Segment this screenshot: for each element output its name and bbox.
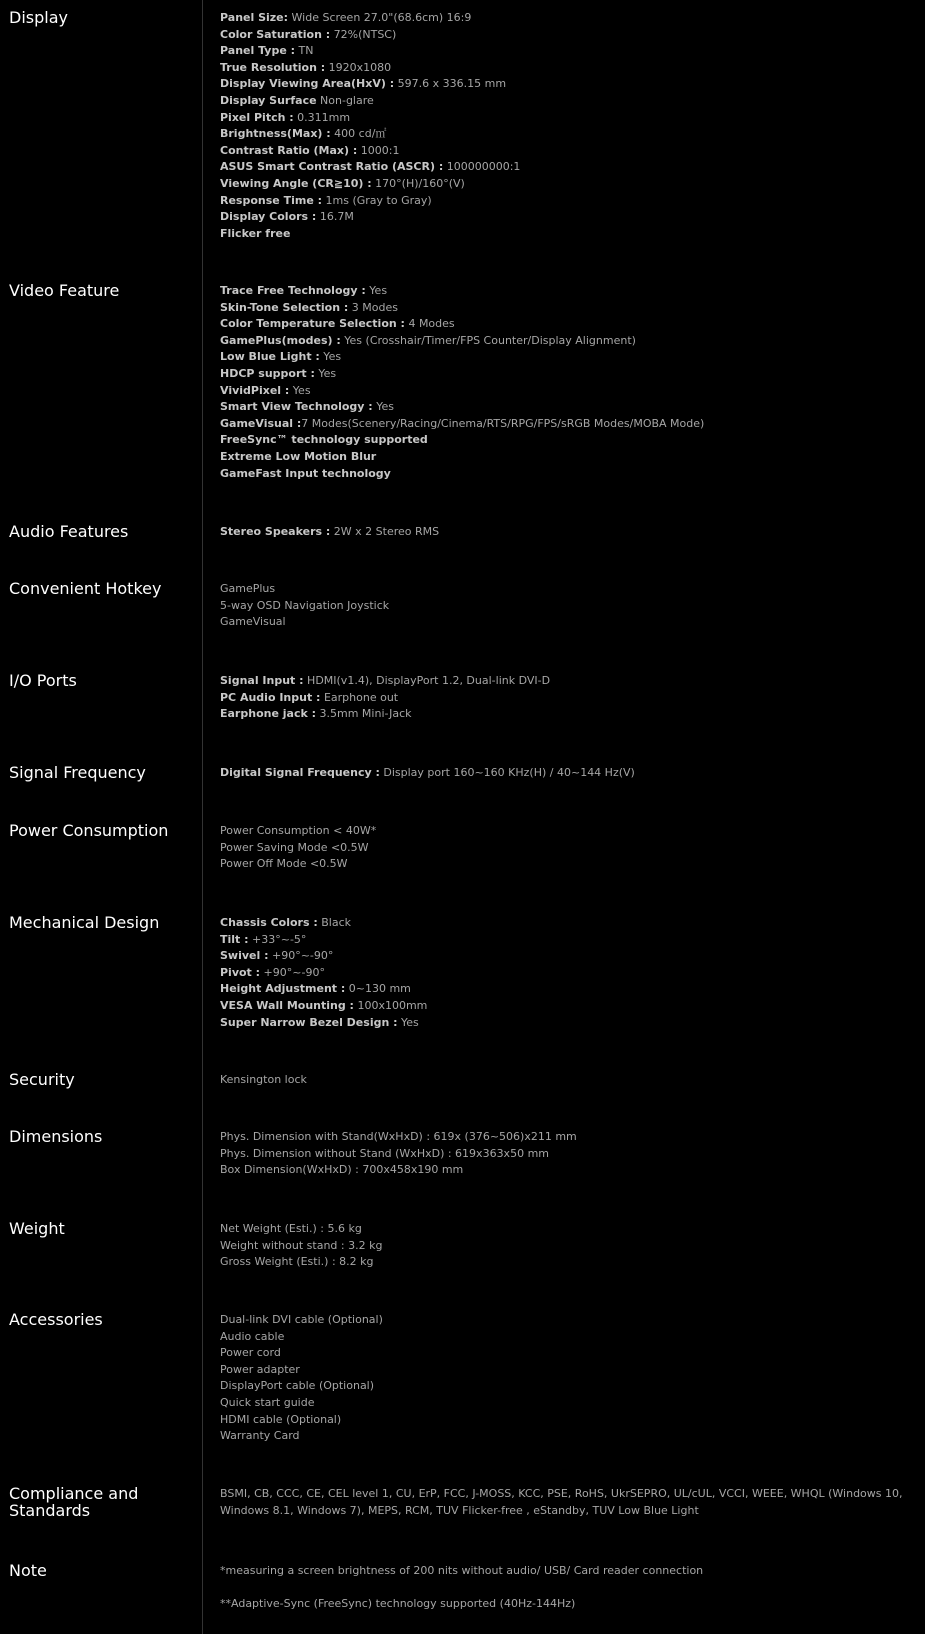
spec-line <box>220 416 910 433</box>
spec-value: 16.7M <box>316 210 354 224</box>
spec-value: 597.6 x 336.15 mm <box>394 77 507 91</box>
section-content-video-feature <box>220 283 910 482</box>
section-label-weight: Weight <box>9 1219 65 1238</box>
spec-value: Power Saving Mode <0.5W <box>220 840 369 854</box>
spec-line <box>220 316 910 333</box>
spec-key: Panel Type : <box>220 44 296 58</box>
spec-key: Digital Signal Frequency : <box>220 766 380 779</box>
section-content-weight <box>220 1221 910 1271</box>
spec-line <box>220 1329 910 1346</box>
spec-line <box>220 981 910 998</box>
spec-value: Net Weight (Esti.) : 5.6 kg <box>220 1222 362 1235</box>
spec-value: Yes <box>314 366 337 380</box>
section-label-dimensions: Dimensions <box>9 1127 103 1146</box>
spec-value: 100000000:1 <box>443 160 521 174</box>
spec-value: Warranty Card <box>220 1429 300 1443</box>
spec-key: Earphone jack : <box>220 707 317 721</box>
spec-line <box>220 998 910 1015</box>
spec-line <box>220 159 910 176</box>
section-label-convenient-hotkey: Convenient Hotkey <box>9 579 162 598</box>
spec-line <box>220 948 910 965</box>
spec-line <box>220 333 910 350</box>
spec-key: Low Blue Light : <box>220 350 320 364</box>
spec-value: *measuring a screen brightness of 200 nits without audio/ USB/ Card reader connection <box>220 1564 704 1577</box>
section-label-compliance-and-standards: Compliance and Standards <box>9 1484 139 1520</box>
spec-line <box>220 43 910 60</box>
spec-line <box>220 1254 910 1271</box>
spec-value: Dual-link DVI cable (Optional) <box>220 1313 383 1326</box>
section-label-signal-frequency: Signal Frequency <box>9 763 146 782</box>
spec-line <box>220 915 910 932</box>
spec-line <box>220 1596 910 1613</box>
column-divider <box>202 0 203 1634</box>
spec-value: Phys. Dimension without Stand (WxHxD) : 619x363x50 mm <box>220 1146 549 1160</box>
spec-value: 3.5mm Mini-Jack <box>316 707 412 721</box>
spec-line <box>220 209 910 226</box>
spec-key: Signal Input : <box>220 674 304 687</box>
spec-value: TN <box>295 44 314 58</box>
spec-key: Smart View Technology : <box>220 400 373 414</box>
spec-line <box>220 27 910 44</box>
spec-key: Contrast Ratio (Max) : <box>220 143 358 157</box>
spec-line <box>220 60 910 77</box>
spec-line <box>220 176 910 193</box>
spec-value: 170°(H)/160°(V) <box>371 176 465 190</box>
section-content-mechanical-design <box>220 915 910 1031</box>
spec-value: Yes <box>397 1015 419 1029</box>
spec-line <box>220 524 910 541</box>
spec-line <box>220 1486 910 1519</box>
spec-key: Display Surface <box>220 93 317 107</box>
spec-value: +33°~-5° <box>248 932 307 946</box>
spec-value: 100x100mm <box>353 998 428 1012</box>
spec-value: 1000:1 <box>357 143 400 157</box>
spec-value: Display port 160~160 KHz(H) / 40~144 Hz(V) <box>379 766 635 779</box>
spec-line <box>220 300 910 317</box>
spec-value: Yes <box>289 383 311 397</box>
spec-key: Super Narrow Bezel Design : <box>220 1015 398 1029</box>
spec-key: Viewing Angle (CR≧10) : <box>220 176 372 190</box>
spec-value: **Adaptive-Sync (FreeSync) technology supported (40Hz-144Hz) <box>220 1597 576 1611</box>
spec-key: Height Adjustment : <box>220 982 346 996</box>
section-label-audio-features: Audio Features <box>9 522 129 541</box>
spec-value: 1920x1080 <box>325 60 392 74</box>
spec-line <box>220 1362 910 1379</box>
spec-value: 3 Modes <box>348 300 398 314</box>
spec-line <box>220 76 910 93</box>
spec-line <box>220 110 910 127</box>
spec-line <box>220 366 910 383</box>
spec-key: PC Audio Input : <box>220 690 321 704</box>
spec-key: Color Temperature Selection : <box>220 317 405 331</box>
spec-key: Pixel Pitch : <box>220 110 294 124</box>
spec-value: Non-glare <box>316 93 374 107</box>
spec-key: HDCP support : <box>220 366 315 380</box>
spec-value: +90°~-90° <box>260 965 325 979</box>
spec-key: Panel Size: <box>220 11 289 24</box>
spec-value: 0~130 mm <box>345 982 411 996</box>
spec-value: Kensington lock <box>220 1073 307 1086</box>
spec-line <box>220 1146 910 1163</box>
spec-line <box>220 1129 910 1146</box>
spec-value: Earphone out <box>320 690 399 704</box>
spec-line <box>220 823 910 840</box>
spec-key: GameVisual : <box>220 416 302 430</box>
section-content-power-consumption <box>220 823 910 873</box>
spec-value: DisplayPort cable (Optional) <box>220 1379 375 1393</box>
spec-key: Pivot : <box>220 965 261 979</box>
section-content-audio-features <box>220 524 910 541</box>
spec-key: True Resolution : <box>220 60 326 74</box>
spec-value: Power adapter <box>220 1362 300 1376</box>
spec-line <box>220 856 910 873</box>
spec-key: Stereo Speakers : <box>220 525 331 538</box>
spec-line <box>220 283 910 300</box>
spec-value: Black <box>317 916 351 929</box>
spec-value: 0.311mm <box>293 110 351 124</box>
section-label-io-ports: I/O Ports <box>9 671 77 690</box>
spec-line <box>220 226 910 243</box>
spec-key: VESA Wall Mounting : <box>220 998 354 1012</box>
section-content-signal-frequency <box>220 765 910 782</box>
spec-line <box>220 466 910 483</box>
section-label-mechanical-design: Mechanical Design <box>9 913 160 932</box>
spec-value: Audio cable <box>220 1329 285 1343</box>
spec-line <box>220 581 910 598</box>
spec-line <box>220 706 910 723</box>
spec-value: 72%(NTSC) <box>330 27 397 41</box>
spec-value: 2W x 2 Stereo RMS <box>330 525 440 538</box>
spec-value: Gross Weight (Esti.) : 8.2 kg <box>220 1255 374 1269</box>
spec-value: Yes <box>365 284 388 297</box>
spec-value: Phys. Dimension with Stand(WxHxD) : 619x (376~506)x211 mm <box>220 1130 577 1143</box>
spec-key: GameFast Input technology <box>220 466 391 480</box>
spec-line <box>220 1428 910 1445</box>
spec-line <box>220 1238 910 1255</box>
section-label-power-consumption: Power Consumption <box>9 821 169 840</box>
spec-line <box>220 143 910 160</box>
spec-value: 400 cd/㎡ <box>330 127 387 141</box>
section-label-video-feature: Video Feature <box>9 281 120 300</box>
spec-line <box>220 598 910 615</box>
section-content-display <box>220 10 910 242</box>
spec-line <box>220 193 910 210</box>
spec-value: Yes <box>319 350 342 364</box>
spec-line <box>220 765 910 782</box>
spec-line <box>220 383 910 400</box>
spec-line <box>220 399 910 416</box>
spec-key: Chassis Colors : <box>220 916 318 929</box>
spec-value: Yes <box>372 400 394 414</box>
spec-line <box>220 1395 910 1412</box>
spec-key: Flicker free <box>220 226 291 240</box>
spec-key: VividPixel : <box>220 383 290 397</box>
spec-line <box>220 1221 910 1238</box>
spec-value: GameVisual <box>220 615 286 629</box>
spec-value: Power cord <box>220 1346 281 1360</box>
section-label-accessories: Accessories <box>9 1310 103 1329</box>
spec-line <box>220 126 910 143</box>
spec-line <box>220 349 910 366</box>
spec-line <box>220 1312 910 1329</box>
spec-value: HDMI(v1.4), DisplayPort 1.2, Dual-link DVI-D <box>303 674 551 687</box>
section-label-display: Display <box>9 8 68 27</box>
spec-line <box>220 673 910 690</box>
section-content-security <box>220 1072 910 1089</box>
spec-key: Response Time : <box>220 193 323 207</box>
spec-line <box>220 932 910 949</box>
spec-key: FreeSync™ technology supported <box>220 433 428 447</box>
section-content-compliance-and-standards <box>220 1486 910 1519</box>
spec-line <box>220 1072 910 1089</box>
spec-key: Tilt : <box>220 932 249 946</box>
spec-line <box>220 690 910 707</box>
spec-key: Brightness(Max) : <box>220 127 331 141</box>
spec-value: +90°~-90° <box>268 949 334 963</box>
spec-value: HDMI cable (Optional) <box>220 1412 342 1426</box>
spec-key: Display Colors : <box>220 210 317 224</box>
spec-value: GamePlus <box>220 582 276 595</box>
spec-value: Quick start guide <box>220 1395 315 1409</box>
spec-value: Wide Screen 27.0"(68.6cm) 16:9 <box>288 11 472 24</box>
spec-value: Box Dimension(WxHxD) : 700x458x190 mm <box>220 1163 464 1177</box>
spec-value: 4 Modes <box>404 317 455 331</box>
spec-value: BSMI, CB, CCC, CE, CEL level 1, CU, ErP, FCC, J-MOSS, KCC, PSE, RoHS, UkrSEPRO, UL/cUL, VCCI, WEEE, WHQL (Windows 10, Windows 8.1, Windows 7), MEPS, RCM, TUV Flicker-free , eStandby, TUV Low Blue Light <box>220 1487 903 1517</box>
spec-key: GamePlus(modes) : <box>220 333 341 347</box>
spec-value: Yes (Crosshair/Timer/FPS Counter/Display Alignment) <box>340 333 636 347</box>
section-content-convenient-hotkey <box>220 581 910 631</box>
spec-key: Swivel : <box>220 949 269 963</box>
spec-line <box>220 93 910 110</box>
spec-line <box>220 1345 910 1362</box>
line-gap <box>220 1580 910 1597</box>
spec-value: Power Consumption < 40W* <box>220 824 377 837</box>
spec-value: 7 Modes(Scenery/Racing/Cinema/RTS/RPG/FPS/sRGB Modes/MOBA Mode) <box>301 416 705 430</box>
spec-value: Weight without stand : 3.2 kg <box>220 1238 383 1252</box>
spec-value: 1ms (Gray to Gray) <box>322 193 432 207</box>
spec-line <box>220 1563 910 1580</box>
spec-key: ASUS Smart Contrast Ratio (ASCR) : <box>220 160 444 174</box>
spec-key: Skin-Tone Selection : <box>220 300 349 314</box>
spec-line <box>220 1162 910 1179</box>
section-content-dimensions <box>220 1129 910 1179</box>
spec-key: Display Viewing Area(HxV) : <box>220 77 395 91</box>
section-label-note: Note <box>9 1561 47 1580</box>
section-label-security: Security <box>9 1070 75 1089</box>
spec-line <box>220 1378 910 1395</box>
spec-key: Color Saturation : <box>220 27 331 41</box>
spec-line <box>220 614 910 631</box>
spec-line <box>220 432 910 449</box>
spec-value: Power Off Mode <0.5W <box>220 857 348 871</box>
section-content-io-ports <box>220 673 910 723</box>
section-content-note <box>220 1563 910 1613</box>
spec-key: Extreme Low Motion Blur <box>220 449 377 463</box>
spec-line <box>220 1412 910 1429</box>
section-content-accessories <box>220 1312 910 1445</box>
spec-line <box>220 1015 910 1032</box>
spec-line <box>220 10 910 27</box>
spec-value: 5-way OSD Navigation Joystick <box>220 598 390 612</box>
spec-line <box>220 840 910 857</box>
spec-key: Trace Free Technology : <box>220 284 366 297</box>
spec-line <box>220 449 910 466</box>
spec-line <box>220 965 910 982</box>
